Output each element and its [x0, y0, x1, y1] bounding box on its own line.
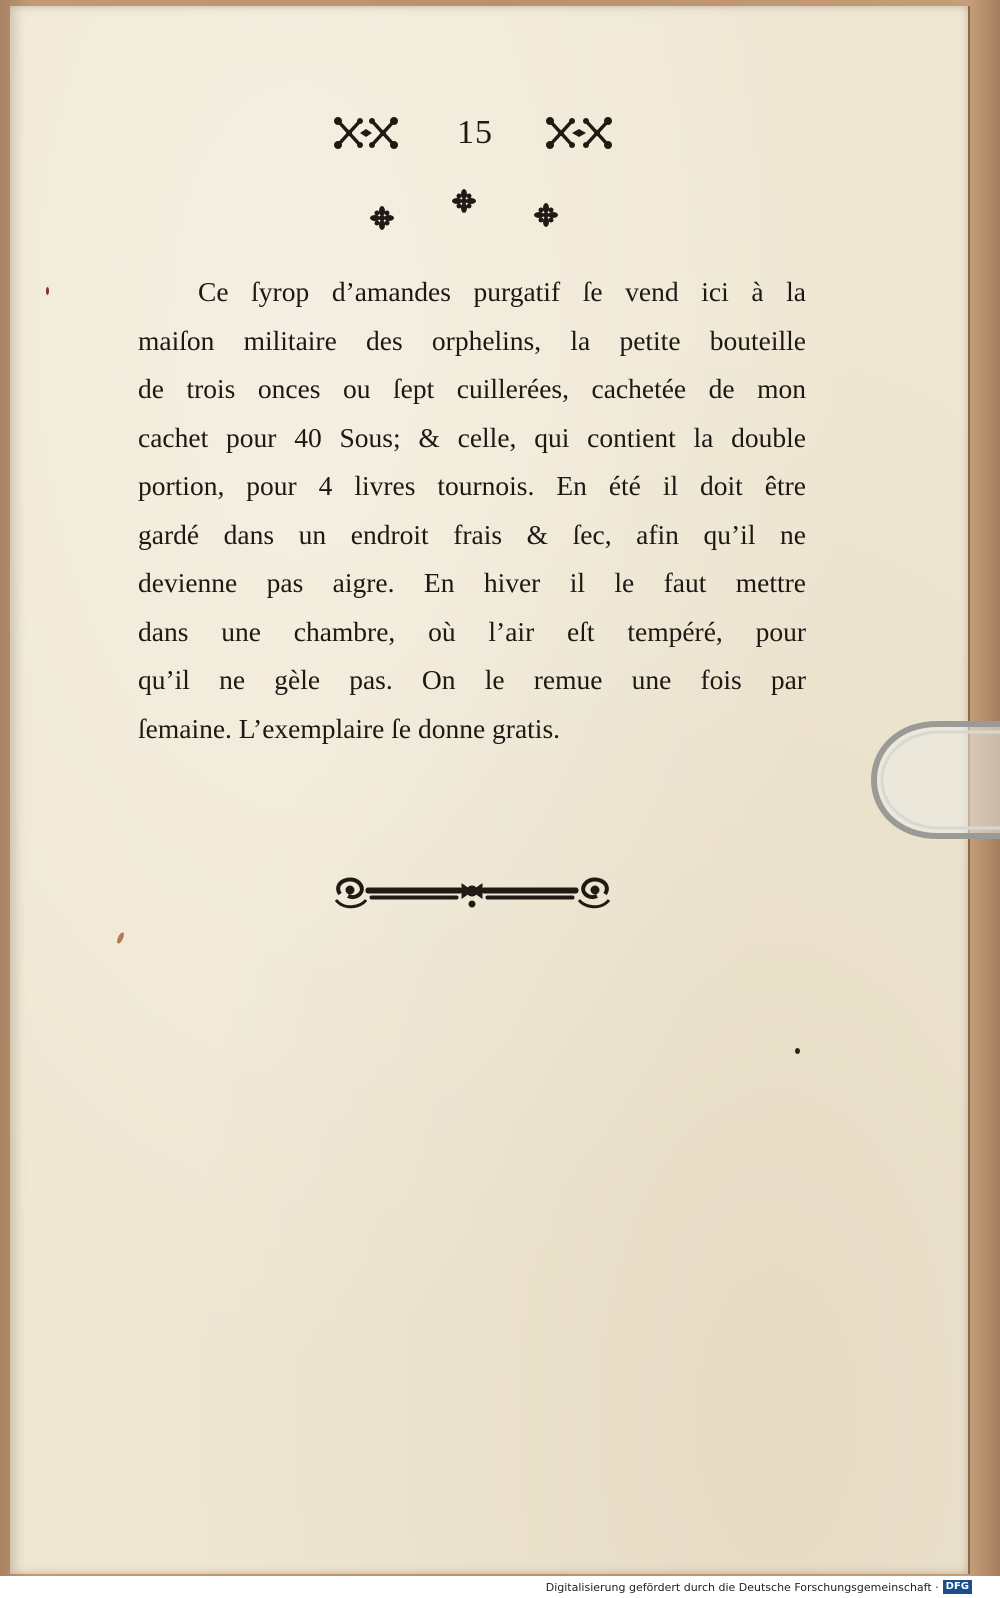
page-header: [330, 108, 620, 158]
fleuron-right-icon: [540, 113, 620, 153]
text-line: qu’il ne gèle pas. On le remue une fois par: [138, 664, 806, 695]
book-page: [10, 6, 970, 1574]
text-line: maiſon militaire des orphelins, la petite bouteille: [138, 324, 806, 356]
ink-speck: [46, 287, 49, 295]
asterism-stars-icon: [360, 185, 570, 235]
text-line: cachet pour 40 Sous; & celle, qui contient la double: [138, 421, 806, 453]
text-line: ſemaine. L’exemplaire ſe donne gratis.: [138, 712, 561, 744]
tailpiece-ornament-icon: [330, 870, 615, 914]
body-paragraph: [138, 268, 806, 753]
text-line: gardé dans un endroit frais & ſec, afin qu’il ne: [138, 518, 806, 550]
ink-speck: [795, 1048, 800, 1054]
text-line: Ce ſyrop d’amandes purgatif ſe vend ici à la: [198, 276, 806, 307]
paper-clip-tab-icon: [868, 716, 1000, 844]
text-line: devienne pas aigre. En hiver il le faut mettre: [138, 567, 806, 598]
text-line: portion, pour 4 livres tournois. En été il doit être: [138, 470, 806, 501]
digitization-footer: [0, 1576, 1000, 1598]
page-number: 15: [457, 114, 493, 151]
text-line: dans une chambre, où l’air eſt tempéré, pour: [138, 615, 806, 647]
dfg-logo-icon: DFG: [943, 1580, 972, 1594]
footer-credit: Digitalisierung gefördert durch die Deutsche Forschungsgemeinschaft ·: [545, 1580, 939, 1594]
text-line: de trois onces ou ſept cuillerées, cachetée de mon: [138, 373, 806, 404]
fleuron-left-icon: [330, 113, 410, 153]
